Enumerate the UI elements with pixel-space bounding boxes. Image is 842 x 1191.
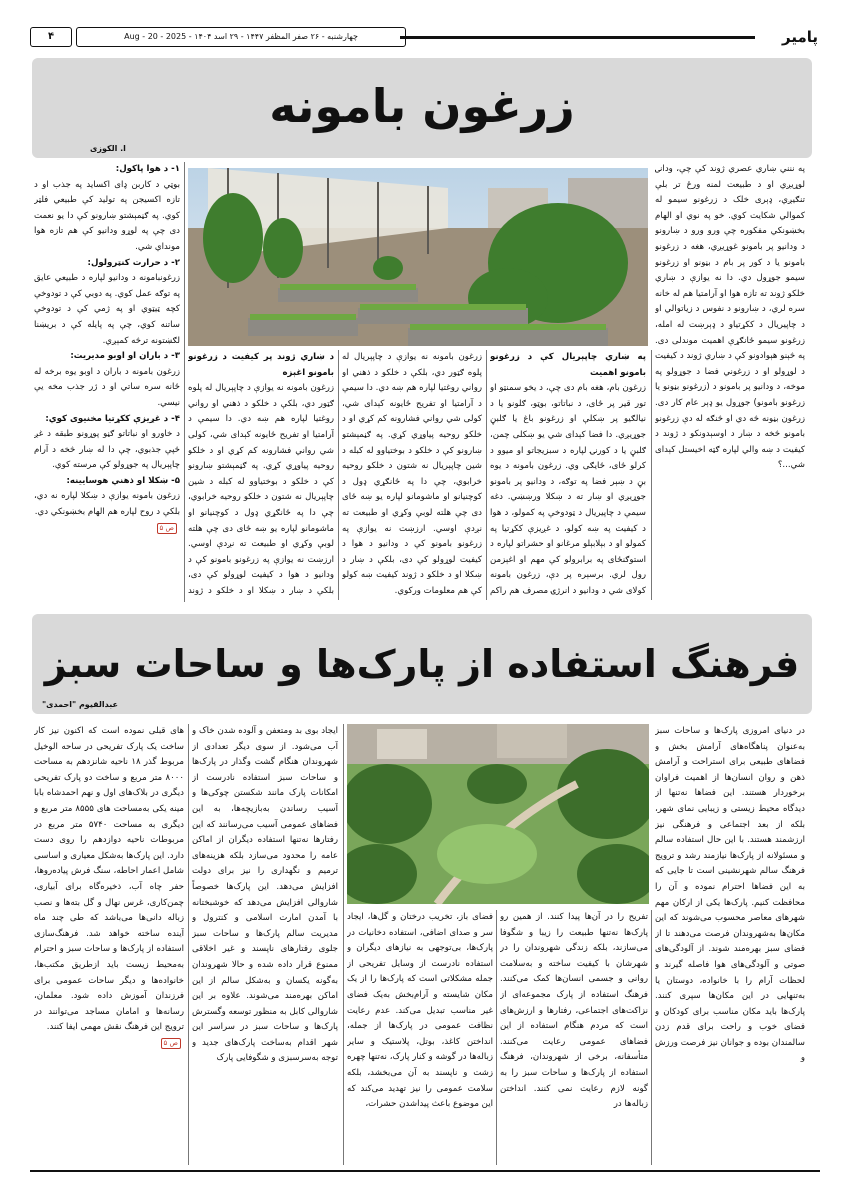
column-divider xyxy=(486,350,487,600)
article2-intro-text: در دنیای امروزی پارک‌ها و ساحات سبز به‌عنوان پناهگاه‌های آرامش بخش و فضاهای طبیعی برای استراحت و آرامش ذهن و روان انسان‌ها از اهمیت فراوان برخوردار هستند. این فضاها نه‌تنها از دیدگاه محیط زیستی و زیبایی نمای شهر، بلکه از بعد اجتماعی و فرهنگی نیز ارزشمند هستند. با این حال استفاده سالم و مسئولانه از پارک‌ها نیازمند رشد و ترویج فرهنگ سالم شهرنشینی است تا جایی که به این فضاها احترام نموده و آن را محافظت کنیم. پارک‌ها یکی از ارکان مهم شهرهای معاصر محسوب می‌شوند که این مکان‌ها به‌شهروندان فرصت می‌دهند تا از فضای سبز بهره‌مند شوند. از آلودگی‌های صوتی و آلودگی‌های هوا فاصله گیرند و لحظات آرام را با خانواده، دوستان یا به‌تنهایی در این مکان‌ها سپری کنند. پارک‌ها باید مکان مناسب برای کودکان و فضای خوب و راحت برای قدم زدن سالمندان بوده و جوانان نیز فرصت ورزش و xyxy=(655,726,805,1064)
article2-management-text: ایجاد بوی بد ومتعفن و آلوده شدن خاک و آب می‌شود. از سوی دیگر تعدادی از شهروندان هنگام گشت وگذار در پارک‌ها و ساحات سبز استفاده نادرست از امکانات پارک مانند شکستن چوکی‌ها و آسیب رساندن به‌بازیچه‌ها، به این فضاهای عمومی آسیب می‌رسانند که این رفتارها نه‌تنها استفاده دیگران از اماکن عامه را محدود می‌سازد بلکه هزینه‌های ترمیم و نگهداری را نیز برای دولت افزایش می‌دهد. این پارک‌ها خصوصاً شاروالی افزایش می‌دهد که خوشبختانه با آمدن امارت اسلامی و کنترول و مدیریت سالم پارک‌ها و ساحات سبز جلوی رفتارهای ناپسند و غیر اخلاقی ممنوع قرار داده شده و حالا شهروندان به‌گونه یکسان و به‌شکل سالم از این اماکن بهره‌مند می‌شوند. علاوه بر این شاروالی کابل به منظور توسعه وگسترش پارک‌ها و ساحات سبز در سراسر این شهر اقدام به‌ساخت پارک‌های جدید و توجه به‌سرسبزی و شگوفایی پارک xyxy=(192,726,338,1064)
header-rule xyxy=(400,36,755,39)
article1-title-banner xyxy=(32,58,812,158)
article1-quality-text: زرغون بامونه نه یوازې د چاپېریال له پلوه ګټور دي، بلکې د خلکو د ذهني او رواني روغتیا لپاره هم ښه دي. دا سیمې د آرامتیا او تفریح ځایونه کېدای شي، کولی شي رواني فشارونه کم کړي او د خلکو روحیه پیاوړي کړي. په ګڼمېشتو ښارونو کې د خلکو د بوختیاوو له کبله د شین چاپېریال نه شتون د خلکو روحیه خرابوي، چې دا په ځانګړي ډول د کوچنيانو او ماشومانو لپاره یو ښه ځای دی چې هلته لوبې وکړي او طبیعت ته نږدې اوسي. ارزښت نه یوازې په زرغونو بامونو کې د ودانیو د هوا د کیفیت لوړولو کې دی، بلکې د ښار د ښکلا او د خلکو د ژوند xyxy=(188,383,334,596)
page-header xyxy=(30,26,818,48)
article1-column-left xyxy=(34,162,180,602)
benefit-heading: ۵- ښکلا او ذهني هوسایینه: xyxy=(66,475,180,486)
article1-subheading-importance: په ښاري چاپېریال کې د زرغونو بامونو اهمیت xyxy=(490,352,646,378)
article1-column-mid-left xyxy=(188,350,334,600)
article2-column-left-b xyxy=(34,724,184,1164)
park-aerial-photo xyxy=(347,724,649,904)
article2-title-banner xyxy=(32,614,812,714)
benefit-text: بوټي د کاربن ډای اکساید په جذب او د تازه اکسیجن په تولید کې طبیعي فلټر کوي. په ګڼمېشتو ښارونو کې دا یو نعمت دی چې په لوړو ودانیو کې هم تازه هوا مونداي شي. xyxy=(34,179,180,252)
article2-author: عبدالقیوم "احمدی" xyxy=(42,700,118,709)
article1-column-middle xyxy=(342,350,482,600)
benefit-text: د خاورو او نباتاتو ګڼو پوړونو طبقه د غږ څپې جذبوي، چې دا له ښار څخه د آرام چاپېریال په جوړولو کې مرسته کوي. xyxy=(34,429,180,471)
article2-column-left-a xyxy=(192,724,338,1164)
benefit-heading: ۲- د حرارت کنټرولول: xyxy=(87,257,180,268)
article2-culture-text: تفریح را در آن‌ها پیدا کنند. از همین رو پارک‌ها نه‌تنها طبیعت را زیبا و شگوفا می‌سازند، بلکه زندگی شهروندان را در شهرشان با کیفیت ساخته و به‌سلامت روانی و جسمی انسان‌ها کمک می‌کنند. فرهنگ استفاده از پارک مجموعه‌ای از نزاکت‌های اجتماعی، رفتارها و ارزش‌های است که مردم هنگام استفاده از این فضاهای عمومی رعایت می‌کنند. متأسفانه، برخی از شهروندان، فرهنگ استفاده از پارک‌ها و ساحات سبز را به گونه لازم رعایت نمی کنند. انداختن زباله‌ها در xyxy=(500,912,648,1110)
article2-column-mid-right xyxy=(500,910,648,1165)
page-number: ۴ xyxy=(30,27,72,47)
article1-importance-text: زرغون بام، هغه بام دی چې، د یخو سمنټو او تور قیر پر ځای، د نباتاتو، بوټو، ګلونو یا د نیالګیو پر ښکلې او زرغونو باغ یا ګلبڼ جوړیږي. دا فضا کېدای شي یو ښکلی چمن، ګلبڼ یا د کورنۍ لپاره د سبزیجاتو او میوو د کرلو ځای، ځایګی وي. زرغون بامونه د یوه بڼ د ښېر فضا په توګه، د ودانیو پر بامونو جوړیږي او ښار ته د ښکلا ورښښي. دغه سیمې د چاپیریال د ټودوخې په کمولو، د هوا د کیفیت په ښه کولو، د غږیزې ککړتیا په کمولو او د بېلابېلو مرغانو او حشراتو لپاره د استوګنځای په برابرولو کې مهم او اغېزمن رول لري. برسېره پر دې، زرغون بامونه کولای شي د ودانیو د انرژۍ مصرف هم راکم xyxy=(490,383,646,596)
article1-author: ا. الکوزی xyxy=(90,144,126,153)
article1-title: زرغون بامونه xyxy=(269,79,575,133)
column-divider xyxy=(651,350,652,600)
rooftop-garden-photo xyxy=(188,168,648,346)
article1-column-right xyxy=(655,162,805,602)
article1-column-mid-right xyxy=(490,350,646,600)
benefit-heading: ۳- د باران او اوبو مدیریت: xyxy=(70,351,180,362)
column-divider xyxy=(343,724,344,1165)
benefit-text: زرغون بامونه یوازې د ښکلا لپاره نه دي، بلکې د روح لپاره هم الهام بخښونکي دي. xyxy=(34,491,180,518)
benefit-heading: ۴- د غږیزې ککړتیا مخنیوی کوي: xyxy=(45,413,180,424)
benefit-text: زرغون بامونه د باران د اوبو یوه برخه له ځانه سره ساتي او د ژر جذب مخه یې نیسي. xyxy=(34,366,180,408)
article2-column-mid-left xyxy=(347,910,493,1165)
article1-subheading-quality: د ښاري ژوند پر کیفیت د زرغونو بامونو اغېزه xyxy=(188,352,334,378)
column-divider xyxy=(338,350,339,600)
column-divider xyxy=(651,910,652,1165)
article2-problems-text: فضای باز، تخریب درختان و گل‌ها، ایجاد سر و صدای اضافی، استفاده دخانیات در پارک‌ها، بی‌توجهی به نیازهای دیگران و استفاده نادرست از وسایل تفریحی از جمله مشکلاتی است که پارک‌ها را از یک مکان شایسته و آرام‌بخش به‌یک فضای غیر مناسب تبدیل می‌کند. عدم رعایت نظافت عمومی در پارک‌ها از جمله، انداختن کاغذ، بوتل، پلاستیک و سایر زباله‌ها در گوشه و کنار پارک، نه‌تنها چهره زشت و ناپسند به آن می‌بخشد، بلکه سلامت عمومی را نیز تهدید می‌کند که این موضوع باعث پیداشدن حشرات، xyxy=(347,912,493,1110)
benefit-text: زرغونبامونه د ودانیو لپاره د طبیعي عایق په توګه عمل کوي. په دوبي کې د تودوخې کچه ټیټوي او په ژمي کې د تودوخې ساتنه کوي، چې په پایله کې د بریښنا لګښتونه ترڅه کمېږي. xyxy=(34,273,180,346)
column-divider xyxy=(184,162,185,602)
article1-middle-continued-text: زرغون بامونه نه یوازې د چاپېریال له پلوه ګټور دي، بلکې د خلکو د ذهني او رواني روغتیا لپاره هم ښه دي. دا سیمې د آرامتیا او تفریح ځایونه کېدای شي، کولی شي رواني فشارونه کم کړي او د خلکو روحیه پیاوړي کړي. په ګڼمېشتو ښارونو کې د خلکو د بوختیاوو له کبله د شین چاپېریال نه شتون د خلکو روحیه خرابوي، چې دا په ځانګړي ډول د کوچنيانو او ماشومانو لپاره یو ښه ځای دی چې هلته لوبې وکړي او طبیعت ته نږدې اوسي. ارزښت نه یوازې په زرغونو بامونو کې د ودانیو د هوا د کیفیت لوړولو کې دی، بلکې د ښار د ښکلا او د خلکو د ژوند کیفیت ښه کولو کې هم معلومات ورکوي. xyxy=(342,352,482,596)
column-divider xyxy=(496,910,497,1165)
benefit-heading: ۱- د هوا پاکول: xyxy=(115,164,180,174)
issue-date: چهارشنبه - ۲۶ صفر المظفر ۱۴۴۷ - ۲۹ اسد ۱۴۰۴ - Aug - 20 - 2025 xyxy=(76,27,406,47)
article2-new-parks-text: های قبلی نموده است که اکنون نیز کار ساخت یک پارک تفریحی در ساحه الوخیل مربوط گذر ۱۸ ناحیه شانزدهم به مساحت ۸۰۰۰ متر مربع و ساخت دو پارک تفریحی دیگری در بلاک‌های اول و نهم احمدشاه بابا مینه یکی به‌مساحت های ۸۵۵۵ متر مربع و دیگری به مساحت ۵۷۴۰ متر مربع در مربوطات ناحیه دوازدهم را روی دست دارد. این پارک‌ها به‌شکل معیاری و اساسی شامل اعمار احاطه، سنگ فرش پیاده‌روها، حفر چاه آب، ذخیره‌گاه برای آبیاری، چمن‌کاری، غرس نهال و گل بته‌ها و نصب زباله دانی‌ها می‌باشد که طی چند ماه آینده ساخته خواهد شد. فرهنگ‌سازی استفاده از پارک‌ها و ساحات سبز و احترام به‌محیط زیست باید ازطریق مکتب‌ها، خانواده‌ها و دیگر ساحات عمومی برای فرزندان آموزش داده شود. معلمان، رسانه‌ها و امامان مساجد می‌توانند در ترویج این فرهنگ نقش مهمی ایفا کنند. xyxy=(34,726,184,1033)
article1-intro-text: په ننني ښاري عصري ژوند کې چې، ودانۍ لوړيږي او د طبيعت لمنه ورځ تر بلې تنګيږي، ډېری خلک د زرغونو سیمو له کموالي شکایت کوي. خو په نوي او الهام بخښونکي مفکوره چې ورو ورو د ښارونو د ودانیو پر بامونو غوړيږي، هغه د زرغونو بامونو یا د کور پر بام د بڼونو او زرغونو سیمو جوړول دي. دا نه یوازې د ښاري خلکو ژوند ته تازه هوا او آرامتیا هم له خانه سره لري، د ښارونو د نفوس د زیاتوالي او د چاپیریال د ککړتیاو د ډېرښت له امله، زرغونو سیمو ځانګړې اهمیت موندلی دی. په څېنو هېوادونو کې د ښاري ژوند د کیفیت د لوړولو او د زرغوني فضا د جوړولو په موخه، د ودانیو پر بامونو د (زرغونو بڼونو یا زرغونو بامونو) جوړول یو ډېر عام کار دی. زرغون بڼونه څه دي او څنګه له دې زرغونو بامونو څخه د ښار د اوسېدونکو د ژوند د کیفیت د ښه والي لپاره ګټه اخیستل کېدای شي...؟ xyxy=(655,164,805,471)
page-bottom-rule xyxy=(30,1170,820,1172)
column-divider xyxy=(188,724,189,1165)
newspaper-name: پامیر xyxy=(781,28,818,46)
continued-page-tag: ص ۵ xyxy=(161,1038,181,1049)
article2-column-right xyxy=(655,724,805,1164)
continued-page-tag: ص ۵ xyxy=(157,523,177,534)
article2-title: فرهنگ استفاده از پارک‌ها و ساحات سبز xyxy=(44,642,800,686)
